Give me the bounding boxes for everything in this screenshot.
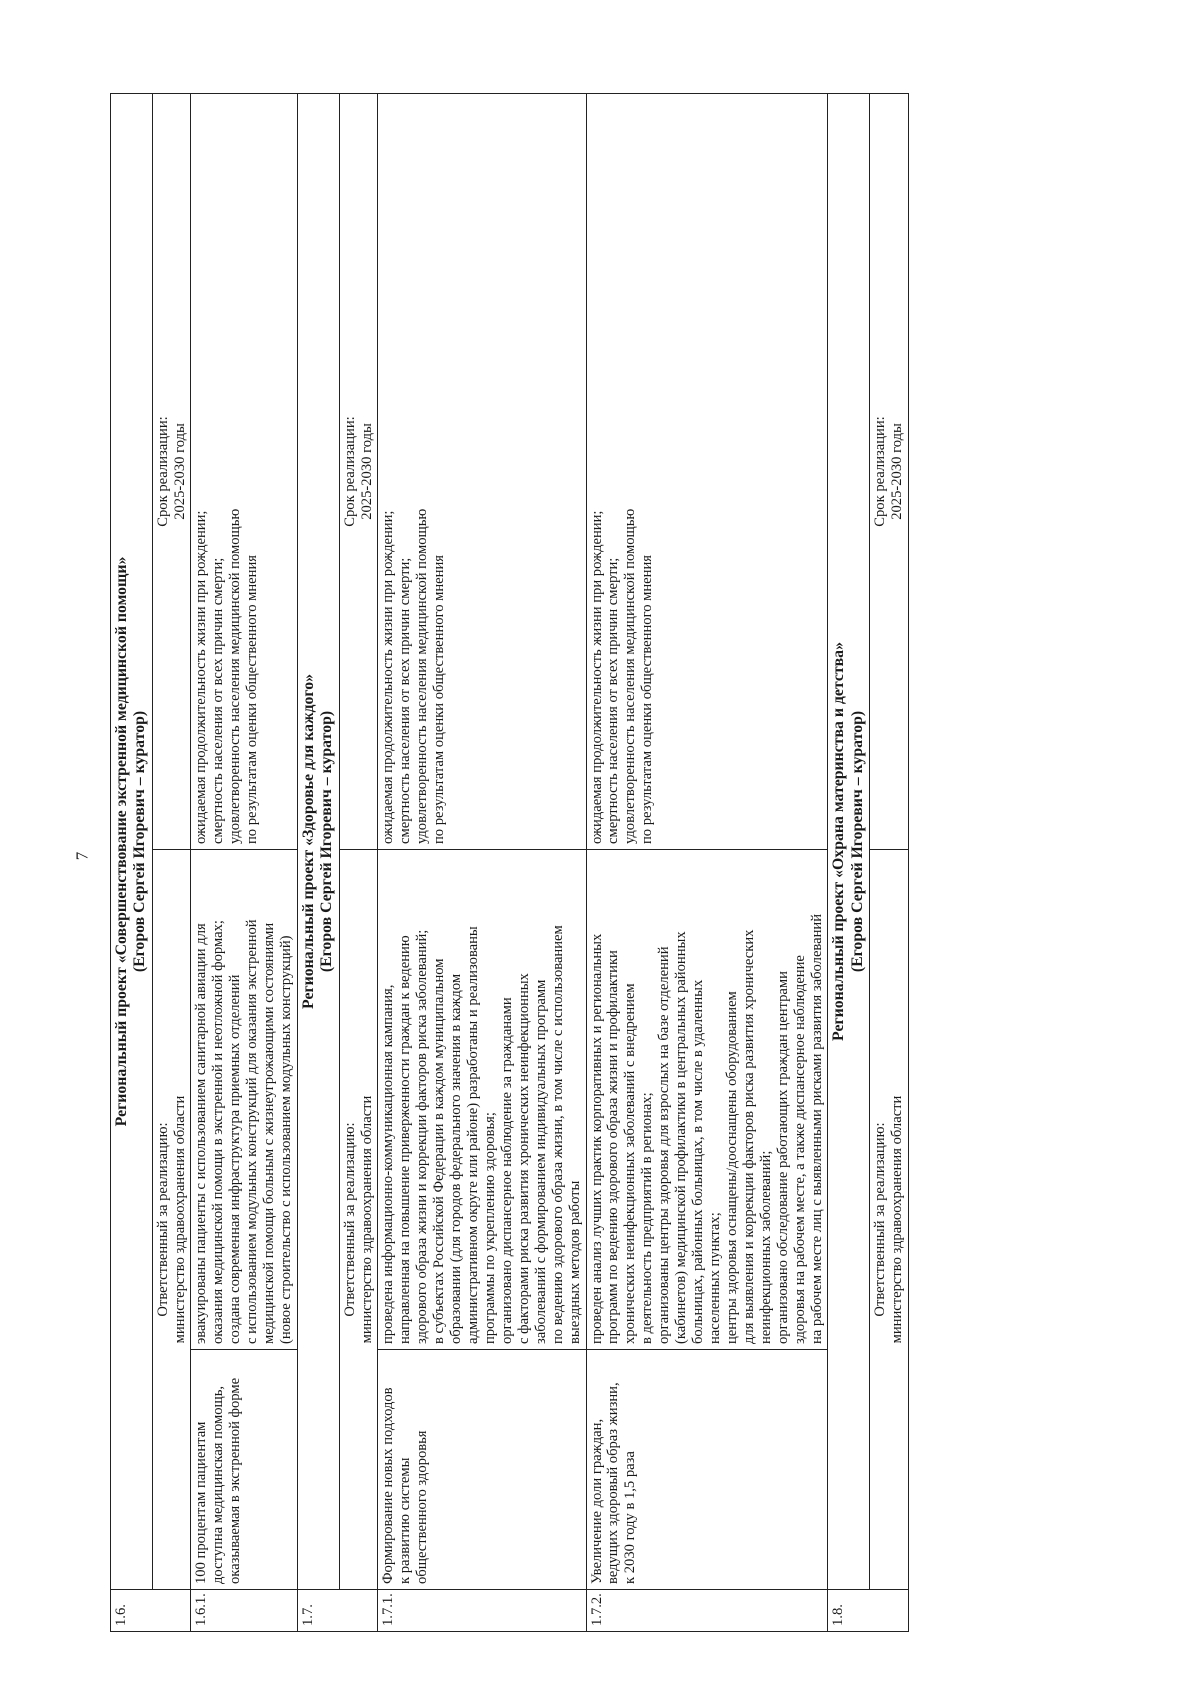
table-row (191, 93, 298, 1631)
result-cell (191, 850, 298, 1350)
result-line: организовано диспансерное наблюдение за гражданами (498, 997, 515, 1344)
term-value: 2025-2030 годы (888, 423, 905, 520)
section-title (828, 93, 870, 1589)
page-number: 7 (72, 851, 92, 861)
result-line: образовании (для городов федерального значения в каждом (448, 973, 465, 1344)
result-line: проведена информационно-коммуникационная кампания, (380, 984, 397, 1344)
rotated-page-content (110, 94, 1090, 1632)
term-value: 2025-2030 годы (358, 423, 375, 520)
task-name-line: доступна медицинская помощь, (210, 1385, 227, 1584)
task-name-line: 100 процентам пациентам (193, 1421, 210, 1584)
task-name-line: оказываемая в экстренной форме (227, 1377, 244, 1584)
project-curator: (Егоров Сергей Игоревич – куратор) (848, 710, 866, 973)
result-line: населенных пунктах; (706, 1212, 723, 1344)
result-line: (новое строительство с использованием модульных конструкций) (278, 935, 295, 1344)
result-line: программ по ведению здорового образа жизни и профилактики (605, 950, 622, 1344)
result-line: на рабочем месте лиц с выявленными рисками развития заболеваний (808, 913, 825, 1344)
project-title: Региональный проект «Здоровье для каждого» (300, 674, 317, 1009)
indicator-line: по результатам оценки общественного мнения (431, 555, 448, 844)
result-line: хронических неинфекционных заболеваний с внедрением (622, 983, 639, 1344)
indicator-cell (378, 93, 586, 849)
project-title: Региональный проект «Охрана материнства и детства» (830, 642, 848, 1041)
task-name-line: к развитию системы (397, 1457, 414, 1584)
term-cell (339, 93, 378, 849)
result-line: для выявления и коррекции факторов риска развития хронических (740, 929, 757, 1344)
section-title-row (828, 93, 870, 1631)
section-number: 1.6. (111, 1590, 191, 1632)
result-line: организовано обследование работающих граждан центрами (774, 971, 791, 1344)
table-row (586, 93, 828, 1631)
task-name-line: общественного здоровья (414, 1430, 431, 1584)
result-line: проведен анализ лучших практик корпоративных и региональных (588, 933, 605, 1344)
result-line: в деятельность предприятий в регионах; (639, 1092, 656, 1344)
result-line: создана современная инфраструктура приемных отделений (227, 974, 244, 1344)
responsible-label: Ответственный за реализацию: (154, 1122, 171, 1317)
section-number: 1.7. (298, 1590, 378, 1632)
task-name-cell (586, 1350, 828, 1590)
result-line: выездных методов работы (566, 1180, 583, 1344)
indicator-cell (191, 93, 298, 849)
term-cell (152, 93, 191, 849)
result-line: (кабинетов) медицинской профилактики в центральных районных (673, 931, 690, 1344)
projects-table-body (111, 93, 909, 1631)
section-title (298, 93, 340, 1589)
indicator-line: ожидаемая продолжительность жизни при рождении; (193, 510, 210, 844)
responsible-cell (870, 850, 909, 1590)
result-line: по ведению здорового образа жизни, в том числе с использованием (549, 925, 566, 1344)
responsible-cell (339, 850, 378, 1590)
section-title-row (298, 93, 340, 1631)
indicator-line: ожидаемая продолжительность жизни при рождении; (380, 510, 397, 844)
task-name-cell (191, 1350, 298, 1590)
indicator-line: смертность населения от всех причин смерти; (397, 557, 414, 844)
term-label: Срок реализации: (341, 416, 358, 527)
indicator-line: смертность населения от всех причин смерти; (210, 557, 227, 844)
project-title: Региональный проект «Совершенствование экстренной медицинской помощи» (113, 556, 130, 1127)
indicator-cell (586, 93, 828, 849)
result-line: центры здоровья оснащены/дооснащены оборудованием (723, 991, 740, 1344)
table-row (378, 93, 586, 1631)
indicator-line: удовлетворенность населения медицинской помощью (622, 508, 639, 844)
result-line: программы по укреплению здоровья; (482, 1112, 498, 1344)
result-line: больницах, районных больницах, в том числе в удаленных (690, 979, 707, 1344)
indicator-line: по результатам оценки общественного мнения (639, 555, 656, 844)
result-line: здоровья на рабочем месте, а также диспансерное наблюдение (791, 955, 808, 1344)
task-name-cell (378, 1350, 586, 1590)
section-title (111, 93, 153, 1589)
responsible-cell (152, 850, 191, 1590)
result-line: медицинской помощи больным с жизнеугрожающими состояниями (261, 922, 278, 1344)
result-cell (586, 850, 828, 1350)
projects-table (110, 93, 909, 1632)
section-number: 1.8. (828, 1590, 908, 1632)
term-label: Срок реализации: (872, 416, 889, 527)
task-name-line: Увеличение доли граждан, (588, 1418, 605, 1584)
result-cell (378, 850, 586, 1350)
responsible-value: министерство здравоохранения области (358, 1095, 375, 1344)
responsible-label: Ответственный за реализацию: (341, 1122, 358, 1317)
section-meta-row (339, 93, 378, 1631)
result-line: здорового образа жизни и коррекции факторов риска заболеваний; (414, 929, 431, 1344)
section-meta-row (152, 93, 191, 1631)
indicator-line: ожидаемая продолжительность жизни при рождении; (588, 510, 605, 844)
responsible-value: министерство здравоохранения области (888, 1095, 905, 1344)
result-line: эвакуированы пациенты с использованием санитарной авиации для (193, 923, 210, 1344)
task-name-line: к 2030 году в 1,5 раза (622, 1451, 639, 1584)
result-line: оказания медицинской помощи в экстренной и неотложной формах; (210, 920, 227, 1344)
result-line: организованы центры здоровья для взрослых на базе отделений (656, 946, 673, 1344)
result-line: неинфекционных заболеваний; (757, 1150, 774, 1344)
row-number: 1.7.1. (378, 1590, 586, 1632)
indicator-line: по результатам оценки общественного мнения (244, 555, 261, 844)
result-line: с использованием модульных конструкций для оказания экстренной (244, 919, 261, 1344)
result-line: заболеваний с формированием индивидуальных программ (532, 979, 549, 1344)
row-number: 1.7.2. (586, 1590, 828, 1632)
responsible-label: Ответственный за реализацию: (872, 1122, 889, 1317)
project-curator: (Егоров Сергей Игоревич – куратор) (131, 710, 149, 973)
indicator-line: удовлетворенность населения медицинской помощью (227, 508, 244, 844)
result-line: с факторами риска развития хронических неинфекционных (515, 973, 532, 1344)
section-meta-row (870, 93, 909, 1631)
indicator-line: смертность населения от всех причин смерти; (605, 557, 622, 844)
term-value: 2025-2030 годы (171, 423, 188, 520)
row-number: 1.6.1. (191, 1590, 298, 1632)
task-name-line: Формирование новых подходов (380, 1387, 397, 1584)
term-cell (870, 93, 909, 849)
result-line: административном округе или районе) разработаны и реализованы (465, 926, 482, 1344)
result-line: в субъектах Российской Федерации в каждом муниципальном (431, 958, 448, 1344)
section-title-row (111, 93, 153, 1631)
result-line: направленная на повышение приверженности граждан к ведению (397, 935, 414, 1344)
task-name-line: ведущих здоровый образ жизни, (605, 1382, 622, 1584)
indicator-line: удовлетворенность населения медицинской помощью (414, 508, 431, 844)
responsible-value: министерство здравоохранения области (171, 1095, 188, 1344)
project-curator: (Егоров Сергей Игоревич – куратор) (318, 710, 336, 973)
term-label: Срок реализации: (154, 416, 171, 527)
